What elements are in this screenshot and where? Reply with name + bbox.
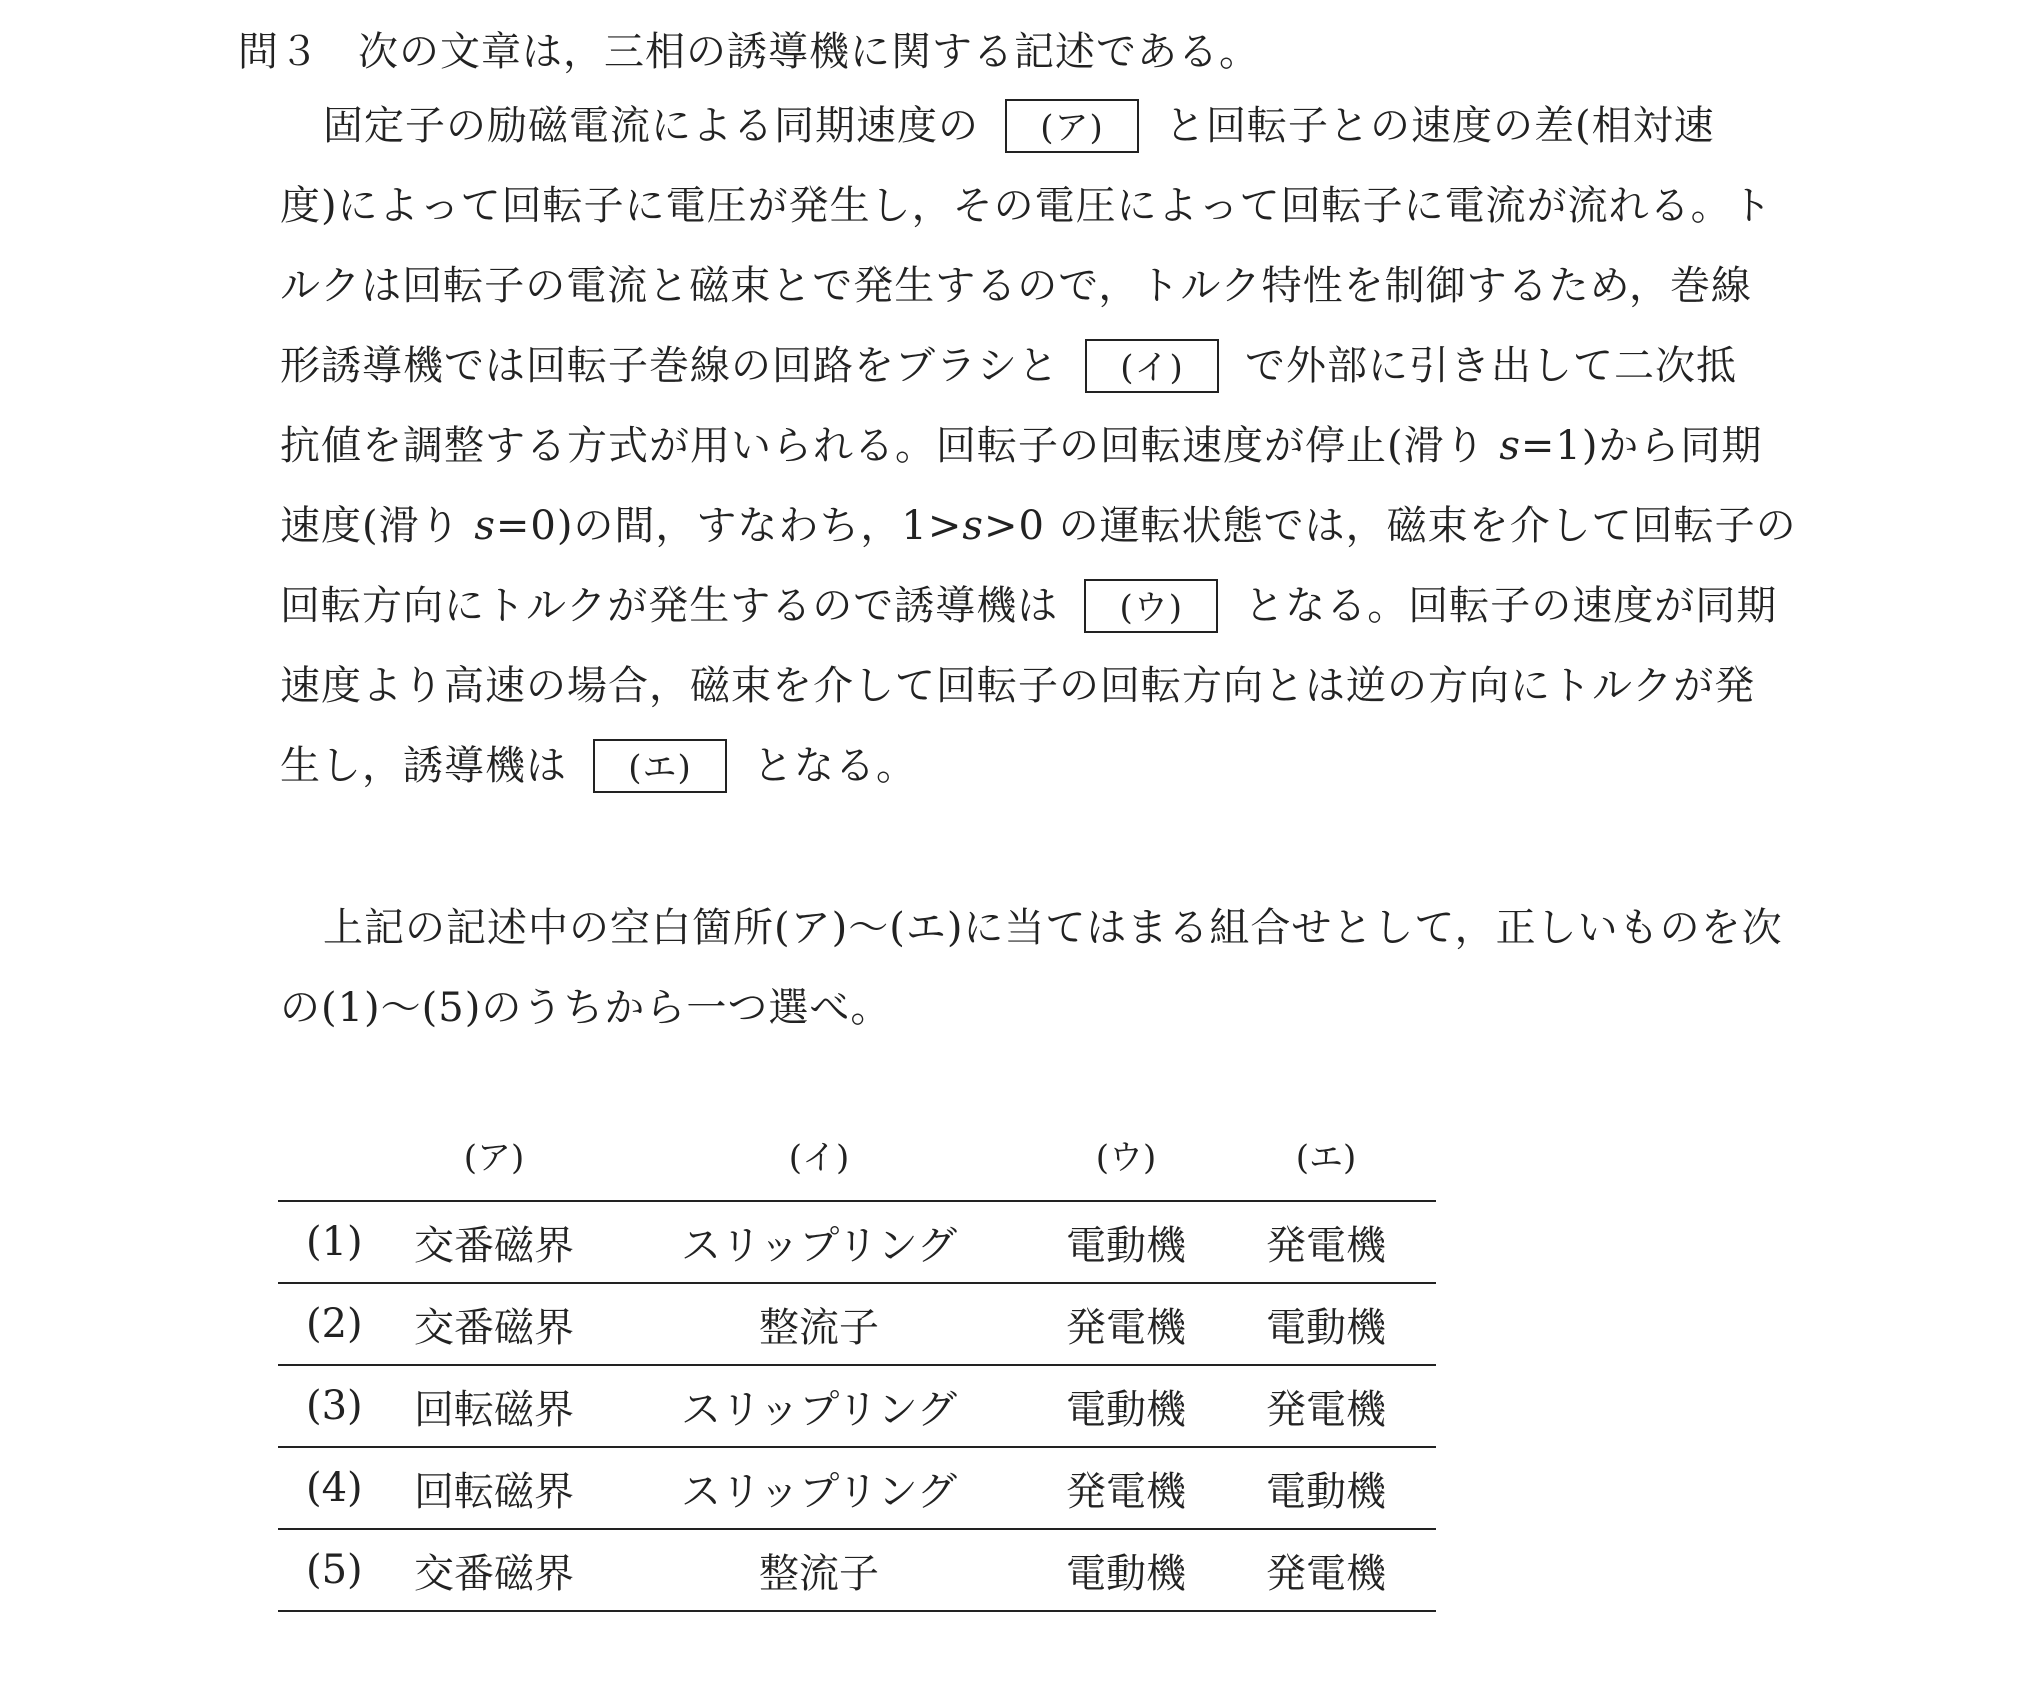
table-header: (エ) — [1216, 1130, 1436, 1201]
slip-symbol: s — [474, 503, 496, 549]
passage-text: 回転方向にトルクが発生するので誘導機は — [280, 583, 1059, 629]
table-cell: 電動機 — [1036, 1365, 1216, 1447]
table-header-row — [278, 1130, 1436, 1201]
table-row[interactable] — [278, 1365, 1436, 1447]
slip-symbol: s — [962, 503, 984, 549]
blank-u: (ウ) — [1084, 579, 1218, 633]
table-row[interactable] — [278, 1283, 1436, 1365]
passage-text: =0)の間，すなわち，1> — [495, 503, 963, 549]
question-heading — [238, 22, 1260, 82]
passage-text: 固定子の励磁電流による同期速度の — [323, 103, 979, 149]
table-cell: スリップリング — [602, 1365, 1036, 1447]
table-cell: 発電機 — [1036, 1447, 1216, 1529]
table-cell: 交番磁界 — [386, 1529, 602, 1611]
table-cell: 発電機 — [1036, 1283, 1216, 1365]
table-row[interactable] — [278, 1447, 1436, 1529]
passage-text: 速度(滑り — [280, 503, 475, 549]
slip-symbol: s — [1499, 423, 1521, 469]
choice-number: (5) — [278, 1529, 386, 1611]
table-header: (ア) — [386, 1130, 602, 1201]
passage-text: >0 の運転状態では，磁束を介して回転子の — [983, 503, 1797, 549]
passage-text: となる。回転子の速度が同期 — [1244, 583, 1778, 629]
passage-line-8: 速度より高速の場合，磁束を介して回転子の回転方向とは逆の方向にトルクが発 — [280, 663, 1756, 709]
passage-text: 抗値を調整する方式が用いられる。回転子の回転速度が停止(滑り — [280, 423, 1500, 469]
table-cell: 回転磁界 — [386, 1365, 602, 1447]
passage-line-5 — [280, 416, 1762, 476]
passage-line-1 — [323, 96, 1715, 156]
table-row[interactable] — [278, 1529, 1436, 1611]
choice-number: (4) — [278, 1447, 386, 1529]
choice-number: (3) — [278, 1365, 386, 1447]
table-header — [278, 1130, 386, 1201]
question-intro: 次の文章は，三相の誘導機に関する記述である。 — [358, 29, 1260, 75]
table-row[interactable] — [278, 1201, 1436, 1283]
instruction-line-1: 上記の記述中の空白箇所(ア)～(エ)に当てはまる組合せとして，正しいものを次 — [323, 905, 1783, 951]
passage-text: =1)から同期 — [1520, 423, 1763, 469]
table-cell: 電動機 — [1216, 1447, 1436, 1529]
blank-e: (エ) — [593, 739, 727, 793]
blank-i: (イ) — [1085, 339, 1219, 393]
answer-choices-table — [278, 1130, 1436, 1612]
table-cell: 発電機 — [1216, 1529, 1436, 1611]
passage-text: となる。 — [753, 743, 917, 789]
table-cell: 整流子 — [602, 1529, 1036, 1611]
table-cell: スリップリング — [602, 1447, 1036, 1529]
passage-text: 生し，誘導機は — [280, 743, 567, 789]
passage-line-7 — [280, 576, 1777, 636]
table-header: (ウ) — [1036, 1130, 1216, 1201]
passage-line-9 — [280, 736, 917, 796]
table-header: (イ) — [602, 1130, 1036, 1201]
passage-text: 形誘導機では回転子巻線の回路をブラシと — [280, 343, 1059, 389]
passage-text: で外部に引き出して二次抵 — [1245, 343, 1737, 389]
table-cell: スリップリング — [602, 1201, 1036, 1283]
table-cell: 交番磁界 — [386, 1283, 602, 1365]
question-number: 問３ — [238, 29, 320, 75]
choice-number: (1) — [278, 1201, 386, 1283]
passage-line-6 — [280, 496, 1797, 556]
passage-text: と回転子との速度の差(相対速 — [1165, 103, 1715, 149]
passage-line-3: ルクは回転子の電流と磁束とで発生するので，トルク特性を制御するため，巻線 — [280, 263, 1752, 309]
choice-number: (2) — [278, 1283, 386, 1365]
table-cell: 電動機 — [1216, 1283, 1436, 1365]
table-cell: 電動機 — [1036, 1529, 1216, 1611]
table-cell: 電動機 — [1036, 1201, 1216, 1283]
blank-a: (ア) — [1005, 99, 1139, 153]
table-cell: 整流子 — [602, 1283, 1036, 1365]
passage-line-4 — [280, 336, 1737, 396]
table-cell: 発電機 — [1216, 1201, 1436, 1283]
instruction-line-2: の(1)～(5)のうちから一つ選べ。 — [280, 985, 892, 1031]
passage-line-2: 度)によって回転子に電圧が発生し，その電圧によって回転子に電流が流れる。ト — [280, 183, 1773, 229]
table-cell: 交番磁界 — [386, 1201, 602, 1283]
table-cell: 回転磁界 — [386, 1447, 602, 1529]
table-cell: 発電機 — [1216, 1365, 1436, 1447]
